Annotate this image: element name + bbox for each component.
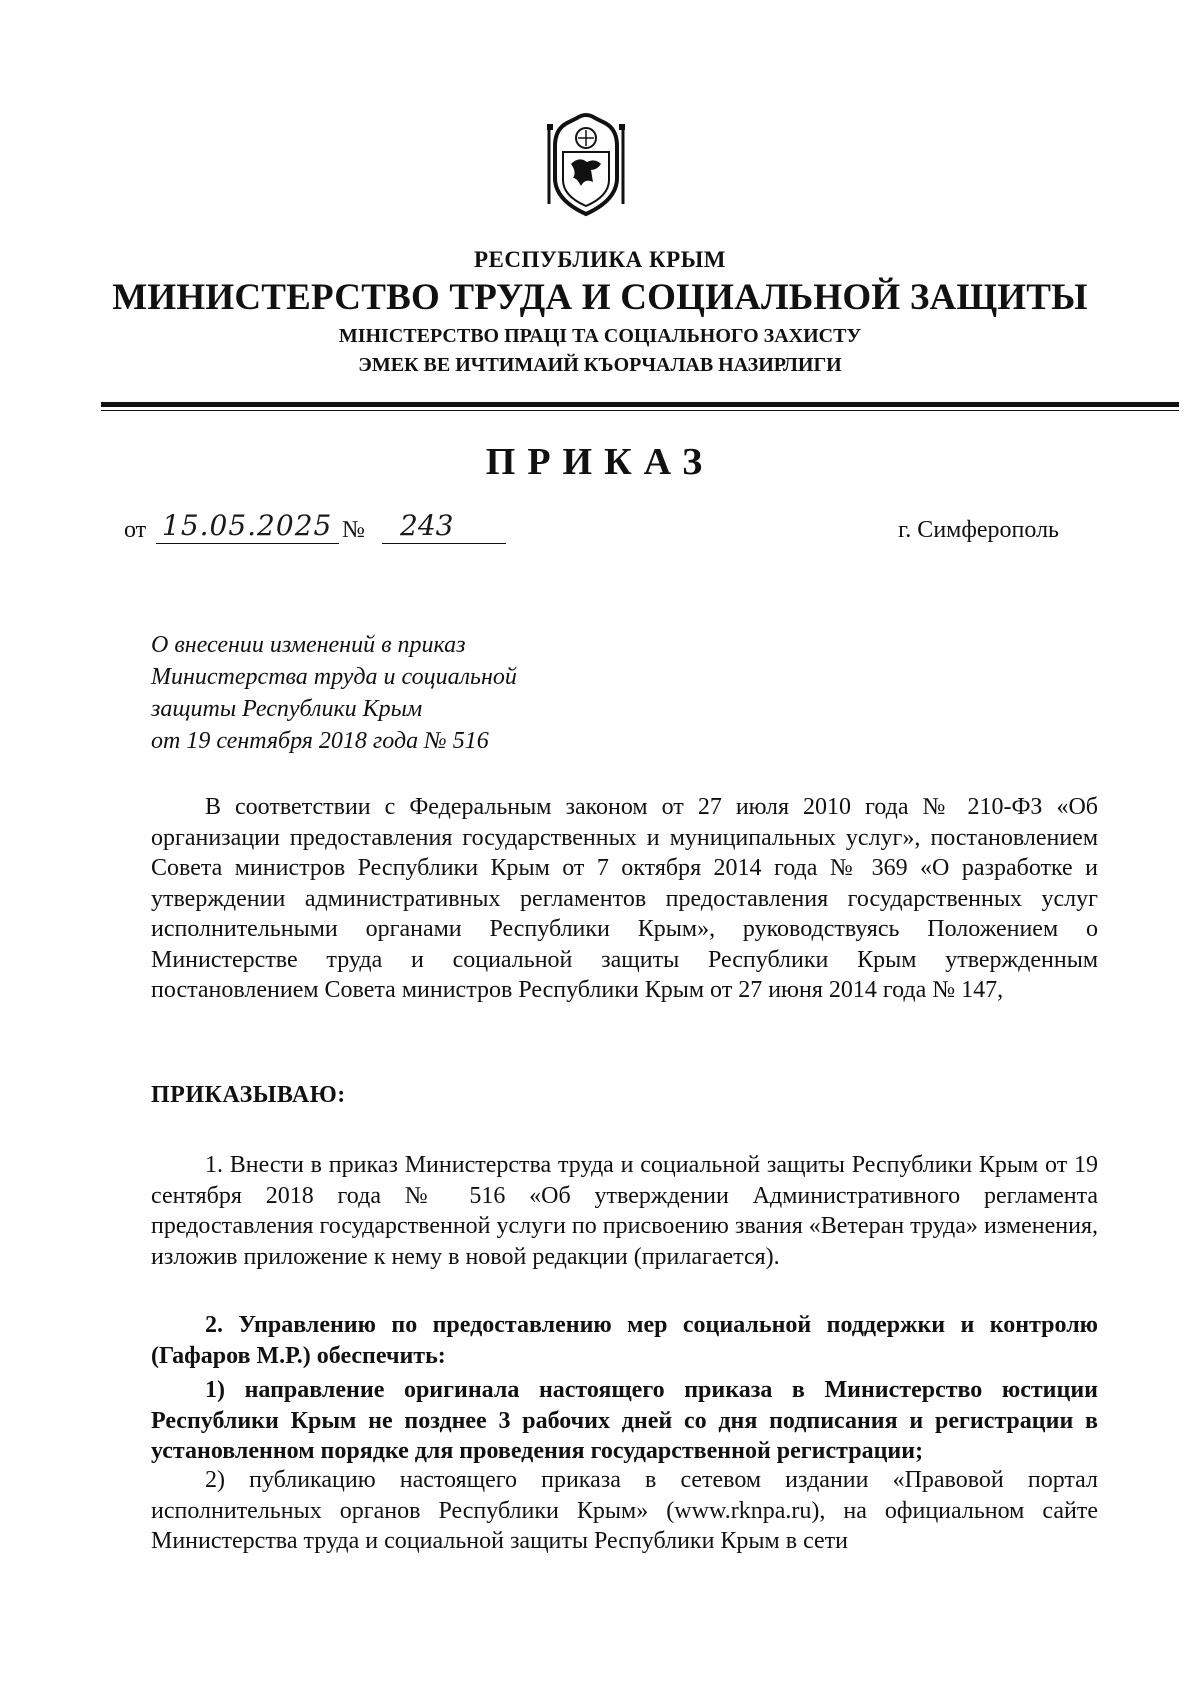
preamble-paragraph: В соответствии с Федеральным законом от 27 июля 2010 года № 210-ФЗ «Об организации предоставления государственных и муниципальных услуг», постановлением Совета министров Республики Крым от 7 октября 2014 года № 369 «О разработке и утверждении административных регламентов предоставления государственных услуг исполнительными органами Республики Крым», руководствуясь Положением о Министерстве труда и социальной защиты Республики Крым утвержденным постановлением Совета министров Республики Крым от 27 июня 2014 года № 147, (151, 794, 1098, 1003)
order-city: г. Симферополь (898, 517, 1059, 543)
ministry-heading-crimean-tatar: ЭМЕК ВЕ ИЧТИМАИЙ КЪОРЧАЛАВ НАЗИРЛИГИ (358, 354, 842, 376)
subject-line: Министерства труда и социальной (151, 664, 517, 690)
order-subject (151, 629, 517, 757)
order-date: 15.05.2025 (162, 509, 333, 542)
order-item-2-1: 1) направление оригинала настоящего приказа в Министерство юстиции Республики Крым не позднее 3 рабочих дней со дня подписания и регистрации в установленном порядке для проведения государственной регистрации; (151, 1377, 1098, 1464)
crimea-coat-of-arms-icon (547, 108, 625, 218)
order-number-label: № (342, 517, 365, 543)
order-from-label: от (124, 517, 147, 543)
order-item-1: 1. Внести в приказ Министерства труда и социальной защиты Республики Крым от 19 сентября 2018 года № 516 «Об утверждении Административного регламента предоставления государственной услуги по присвоению звания «Ветеран труда» изменения, изложив приложение к нему в новой редакции (прилагается). (151, 1152, 1098, 1270)
ministry-heading: МИНИСТЕРСТВО ТРУДА И СОЦИАЛЬНОЙ ЗАЩИТЫ (112, 277, 1088, 318)
order-number: 243 (400, 509, 454, 542)
document-title: ПРИКАЗ (485, 441, 715, 483)
subject-line: от 19 сентября 2018 года № 516 (151, 728, 489, 754)
header-divider-thick (101, 402, 1179, 407)
order-date-underline (156, 543, 339, 544)
subject-line: О внесении изменений в приказ (151, 632, 466, 658)
command-heading: ПРИКАЗЫВАЮ: (151, 1082, 346, 1108)
republic-heading: РЕСПУБЛИКА КРЫМ (474, 247, 726, 272)
header-divider-thin (101, 410, 1179, 411)
order-item-2: 2. Управлению по предоставлению мер социальной поддержки и контролю (Гафаров М.Р.) обеспечить: (151, 1312, 1098, 1369)
order-number-underline (382, 543, 506, 544)
subject-line: защиты Республики Крым (151, 696, 423, 722)
ministry-heading-ukrainian: МІНІСТЕРСТВО ПРАЦІ ТА СОЦІАЛЬНОГО ЗАХИСТУ (338, 325, 862, 347)
order-item-2-2: 2) публикацию настоящего приказа в сетевом издании «Правовой портал исполнительных органов Республики Крым» (www.rknpa.ru), на официальном сайте Министерства труда и социальной защиты Республики Крым в сети (151, 1467, 1098, 1554)
